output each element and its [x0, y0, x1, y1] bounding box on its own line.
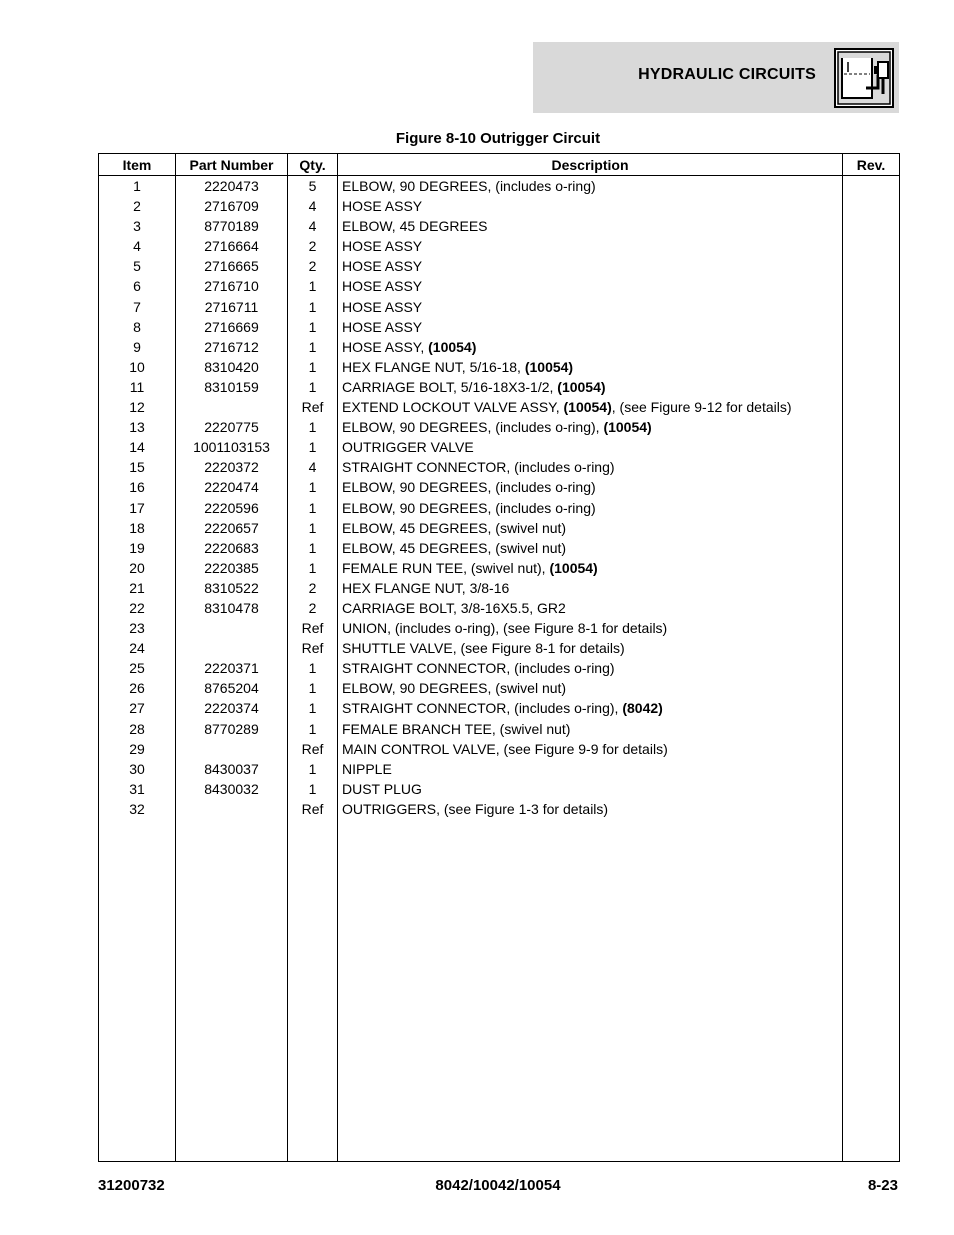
col-header-part-number: Part Number	[176, 154, 288, 176]
part-number-cell: 8770189	[176, 216, 288, 236]
part-number-cell: 8765204	[176, 678, 288, 698]
item-cell: 14	[99, 437, 176, 457]
description-text: UNION, (includes o-ring), (see Figure 8-1 for details)	[342, 620, 668, 637]
col-header-item: Item	[99, 154, 176, 176]
rev-cell	[843, 739, 900, 759]
description-text: HOSE ASSY	[342, 198, 423, 215]
item-cell: 21	[99, 578, 176, 598]
description-cell	[338, 799, 843, 819]
item-cell: 31	[99, 779, 176, 799]
part-number-cell: 2220474	[176, 477, 288, 497]
description-cell	[338, 176, 843, 197]
item-cell: 29	[99, 739, 176, 759]
description-text: HOSE ASSY	[342, 318, 423, 335]
description-text: OUTRIGGERS, (see Figure 1-3 for details)	[342, 800, 609, 817]
rev-cell	[843, 558, 900, 578]
item-cell: 2	[99, 196, 176, 216]
part-number-cell: 2716664	[176, 236, 288, 256]
description-text: CARRIAGE BOLT, 3/8-16X5.5, GR2	[342, 599, 566, 616]
item-cell: 8	[99, 317, 176, 337]
rev-cell	[843, 779, 900, 799]
parts-table-body	[99, 176, 900, 1162]
figure-title: Figure 8-10 Outrigger Circuit	[395, 130, 601, 147]
table-row	[99, 176, 900, 197]
col-header-description: Description	[338, 154, 843, 176]
qty-cell: 1	[288, 779, 338, 799]
description-cell	[338, 719, 843, 739]
table-row	[99, 216, 900, 236]
part-number-cell: 2220596	[176, 498, 288, 518]
part-number-cell: 2716669	[176, 317, 288, 337]
rev-cell	[843, 799, 900, 819]
table-row	[99, 337, 900, 357]
qty-cell: 1	[288, 437, 338, 457]
table-row	[99, 618, 900, 638]
description-cell	[338, 518, 843, 538]
rev-cell	[843, 256, 900, 276]
description-cell	[338, 297, 843, 317]
rev-cell	[843, 638, 900, 658]
description-cell	[338, 457, 843, 477]
col-header-qty: Qty.	[288, 154, 338, 176]
description-text: HOSE ASSY,	[342, 338, 429, 355]
part-number-cell: 2220473	[176, 176, 288, 197]
table-row	[99, 498, 900, 518]
description-cell	[338, 538, 843, 558]
description-cell	[338, 558, 843, 578]
description-text: STRAIGHT CONNECTOR, (includes o-ring)	[342, 459, 615, 476]
description-text: FEMALE BRANCH TEE, (swivel nut)	[342, 720, 571, 737]
qty-cell: Ref	[288, 638, 338, 658]
part-number-cell: 8310522	[176, 578, 288, 598]
rev-cell	[843, 477, 900, 497]
table-row	[99, 638, 900, 658]
table-row	[99, 196, 900, 216]
part-number-cell	[176, 739, 288, 759]
part-number-cell: 8430032	[176, 779, 288, 799]
part-number-cell: 2220372	[176, 457, 288, 477]
item-cell: 18	[99, 518, 176, 538]
rev-cell	[843, 457, 900, 477]
part-number-cell: 2716712	[176, 337, 288, 357]
description-cell	[338, 337, 843, 357]
table-header-row	[99, 154, 900, 176]
item-cell: 23	[99, 618, 176, 638]
description-text: ELBOW, 45 DEGREES	[342, 218, 488, 235]
qty-cell: 2	[288, 598, 338, 618]
qty-cell: 1	[288, 357, 338, 377]
description-text: ELBOW, 90 DEGREES, (includes o-ring)	[342, 499, 596, 516]
table-row	[99, 779, 900, 799]
qty-cell: 1	[288, 759, 338, 779]
description-text: HEX FLANGE NUT, 5/16-18,	[342, 358, 525, 375]
rev-cell	[843, 437, 900, 457]
description-cell	[338, 276, 843, 296]
rev-cell	[843, 618, 900, 638]
part-number-cell: 1001103153	[176, 437, 288, 457]
rev-cell	[843, 678, 900, 698]
item-cell: 13	[99, 417, 176, 437]
model-code: (8042)	[622, 700, 663, 717]
description-cell	[338, 678, 843, 698]
description-cell	[338, 578, 843, 598]
table-row	[99, 558, 900, 578]
rev-cell	[843, 176, 900, 197]
description-text: OUTRIGGER VALVE	[342, 439, 474, 456]
item-cell: 5	[99, 256, 176, 276]
filler-cell	[176, 819, 288, 1162]
item-cell: 16	[99, 477, 176, 497]
part-number-cell: 2716665	[176, 256, 288, 276]
description-cell	[338, 618, 843, 638]
part-number-cell: 8770289	[176, 719, 288, 739]
table-row	[99, 799, 900, 819]
part-number-cell	[176, 397, 288, 417]
table-row	[99, 297, 900, 317]
model-code: (10054)	[603, 419, 652, 436]
description-cell	[338, 698, 843, 718]
qty-cell: Ref	[288, 397, 338, 417]
qty-cell: 5	[288, 176, 338, 197]
rev-cell	[843, 578, 900, 598]
table-row	[99, 377, 900, 397]
qty-cell: 4	[288, 216, 338, 236]
table-row	[99, 236, 900, 256]
qty-cell: 1	[288, 538, 338, 558]
description-cell	[338, 437, 843, 457]
description-text: DUST PLUG	[342, 780, 422, 797]
model-code: (10054)	[563, 399, 612, 416]
rev-cell	[843, 719, 900, 739]
item-cell: 10	[99, 357, 176, 377]
table-filler-row	[99, 819, 900, 1162]
table-row	[99, 417, 900, 437]
table-row	[99, 276, 900, 296]
col-header-rev: Rev.	[843, 154, 900, 176]
part-number-cell	[176, 638, 288, 658]
item-cell: 19	[99, 538, 176, 558]
qty-cell: 1	[288, 719, 338, 739]
description-text: FEMALE RUN TEE, (swivel nut),	[342, 559, 550, 576]
table-row	[99, 437, 900, 457]
rev-cell	[843, 236, 900, 256]
table-row	[99, 317, 900, 337]
model-code: (10054)	[524, 358, 574, 375]
description-cell	[338, 377, 843, 397]
item-cell: 6	[99, 276, 176, 296]
part-number-cell: 2220683	[176, 538, 288, 558]
rev-cell	[843, 498, 900, 518]
filler-cell	[843, 819, 900, 1162]
table-row	[99, 518, 900, 538]
description-text: HOSE ASSY	[342, 238, 423, 255]
rev-cell	[843, 196, 900, 216]
description-text: ELBOW, 45 DEGREES, (swivel nut)	[342, 519, 567, 536]
part-number-cell: 2220374	[176, 698, 288, 718]
description-cell	[338, 638, 843, 658]
item-cell: 32	[99, 799, 176, 819]
description-cell	[338, 317, 843, 337]
part-number-cell: 8310478	[176, 598, 288, 618]
description-cell	[338, 256, 843, 276]
description-text: NIPPLE	[342, 760, 392, 777]
qty-cell: Ref	[288, 799, 338, 819]
description-cell	[338, 759, 843, 779]
qty-cell: Ref	[288, 618, 338, 638]
description-cell	[338, 477, 843, 497]
table-row	[99, 719, 900, 739]
part-number-cell: 2220775	[176, 417, 288, 437]
description-text: HOSE ASSY	[342, 298, 423, 315]
description-text: ELBOW, 45 DEGREES, (swivel nut)	[342, 539, 567, 556]
qty-cell: 1	[288, 417, 338, 437]
rev-cell	[843, 357, 900, 377]
item-cell: 4	[99, 236, 176, 256]
table-row	[99, 739, 900, 759]
description-text: SHUTTLE VALVE, (see Figure 8-1 for details)	[342, 640, 625, 657]
footer-page-number: 8-23	[867, 1177, 898, 1194]
section-title: HYDRAULIC CIRCUITS	[638, 66, 816, 83]
qty-cell: 2	[288, 578, 338, 598]
rev-cell	[843, 397, 900, 417]
table-row	[99, 457, 900, 477]
qty-cell: 2	[288, 256, 338, 276]
table-row	[99, 759, 900, 779]
description-suffix: , (see Figure 9-12 for details)	[611, 399, 792, 416]
table-row	[99, 256, 900, 276]
qty-cell: 4	[288, 457, 338, 477]
rev-cell	[843, 276, 900, 296]
table-row	[99, 538, 900, 558]
rev-cell	[843, 658, 900, 678]
item-cell: 7	[99, 297, 176, 317]
part-number-cell: 8430037	[176, 759, 288, 779]
qty-cell: 1	[288, 477, 338, 497]
table-row	[99, 698, 900, 718]
qty-cell: Ref	[288, 739, 338, 759]
item-cell: 11	[99, 377, 176, 397]
hydraulic-circuit-icon	[834, 48, 894, 108]
item-cell: 17	[99, 498, 176, 518]
item-cell: 20	[99, 558, 176, 578]
rev-cell	[843, 216, 900, 236]
description-cell	[338, 216, 843, 236]
description-cell	[338, 196, 843, 216]
part-number-cell	[176, 799, 288, 819]
part-number-cell: 8310159	[176, 377, 288, 397]
item-cell: 15	[99, 457, 176, 477]
model-code: (10054)	[428, 338, 477, 355]
footer-models: 8042/10042/10054	[435, 1177, 561, 1194]
item-cell: 24	[99, 638, 176, 658]
qty-cell: 1	[288, 698, 338, 718]
description-text: EXTEND LOCKOUT VALVE ASSY,	[342, 399, 564, 416]
item-cell: 12	[99, 397, 176, 417]
rev-cell	[843, 297, 900, 317]
item-cell: 26	[99, 678, 176, 698]
table-row	[99, 598, 900, 618]
item-cell: 27	[99, 698, 176, 718]
description-cell	[338, 498, 843, 518]
part-number-cell: 2716709	[176, 196, 288, 216]
table-row	[99, 678, 900, 698]
description-text: HOSE ASSY	[342, 258, 423, 275]
part-number-cell: 2220657	[176, 518, 288, 538]
description-cell	[338, 739, 843, 759]
table-row	[99, 397, 900, 417]
rev-cell	[843, 598, 900, 618]
description-text: ELBOW, 90 DEGREES, (includes o-ring)	[342, 479, 596, 496]
part-number-cell: 8310420	[176, 357, 288, 377]
description-text: ELBOW, 90 DEGREES, (includes o-ring),	[342, 419, 604, 436]
description-cell	[338, 658, 843, 678]
section-header	[533, 42, 899, 113]
description-cell	[338, 236, 843, 256]
rev-cell	[843, 698, 900, 718]
qty-cell: 1	[288, 377, 338, 397]
filler-cell	[338, 819, 843, 1162]
qty-cell: 1	[288, 658, 338, 678]
description-text: STRAIGHT CONNECTOR, (includes o-ring)	[342, 660, 615, 677]
rev-cell	[843, 759, 900, 779]
qty-cell: 2	[288, 236, 338, 256]
qty-cell: 1	[288, 317, 338, 337]
part-number-cell: 2716710	[176, 276, 288, 296]
qty-cell: 1	[288, 297, 338, 317]
parts-table	[98, 153, 900, 1162]
part-number-cell: 2220371	[176, 658, 288, 678]
description-cell	[338, 357, 843, 377]
description-cell	[338, 397, 843, 417]
qty-cell: 1	[288, 518, 338, 538]
table-row	[99, 357, 900, 377]
description-cell	[338, 779, 843, 799]
description-text: HOSE ASSY	[342, 278, 423, 295]
qty-cell: 1	[288, 498, 338, 518]
qty-cell: 1	[288, 276, 338, 296]
part-number-cell: 2220385	[176, 558, 288, 578]
table-row	[99, 658, 900, 678]
rev-cell	[843, 337, 900, 357]
rev-cell	[843, 538, 900, 558]
description-text: STRAIGHT CONNECTOR, (includes o-ring),	[342, 700, 623, 717]
qty-cell: 1	[288, 678, 338, 698]
item-cell: 3	[99, 216, 176, 236]
description-text: ELBOW, 90 DEGREES, (includes o-ring)	[342, 178, 596, 194]
item-cell: 28	[99, 719, 176, 739]
table-row	[99, 578, 900, 598]
part-number-cell	[176, 618, 288, 638]
item-cell: 9	[99, 337, 176, 357]
qty-cell: 4	[288, 196, 338, 216]
rev-cell	[843, 417, 900, 437]
description-cell	[338, 417, 843, 437]
model-code: (10054)	[557, 378, 606, 395]
description-text: HEX FLANGE NUT, 3/8-16	[342, 579, 510, 596]
description-text: MAIN CONTROL VALVE, (see Figure 9-9 for details)	[342, 740, 668, 757]
rev-cell	[843, 377, 900, 397]
description-text: ELBOW, 90 DEGREES, (swivel nut)	[342, 680, 567, 697]
model-code: (10054)	[549, 559, 598, 576]
item-cell: 30	[99, 759, 176, 779]
table-row	[99, 477, 900, 497]
item-cell: 25	[99, 658, 176, 678]
filler-cell	[99, 819, 176, 1162]
qty-cell: 1	[288, 558, 338, 578]
part-number-cell: 2716711	[176, 297, 288, 317]
item-cell: 22	[99, 598, 176, 618]
footer-doc-number: 31200732	[98, 1177, 165, 1194]
description-cell	[338, 598, 843, 618]
rev-cell	[843, 518, 900, 538]
description-text: CARRIAGE BOLT, 5/16-18X3-1/2,	[342, 378, 558, 395]
item-cell: 1	[99, 176, 176, 197]
filler-cell	[288, 819, 338, 1162]
rev-cell	[843, 317, 900, 337]
qty-cell: 1	[288, 337, 338, 357]
